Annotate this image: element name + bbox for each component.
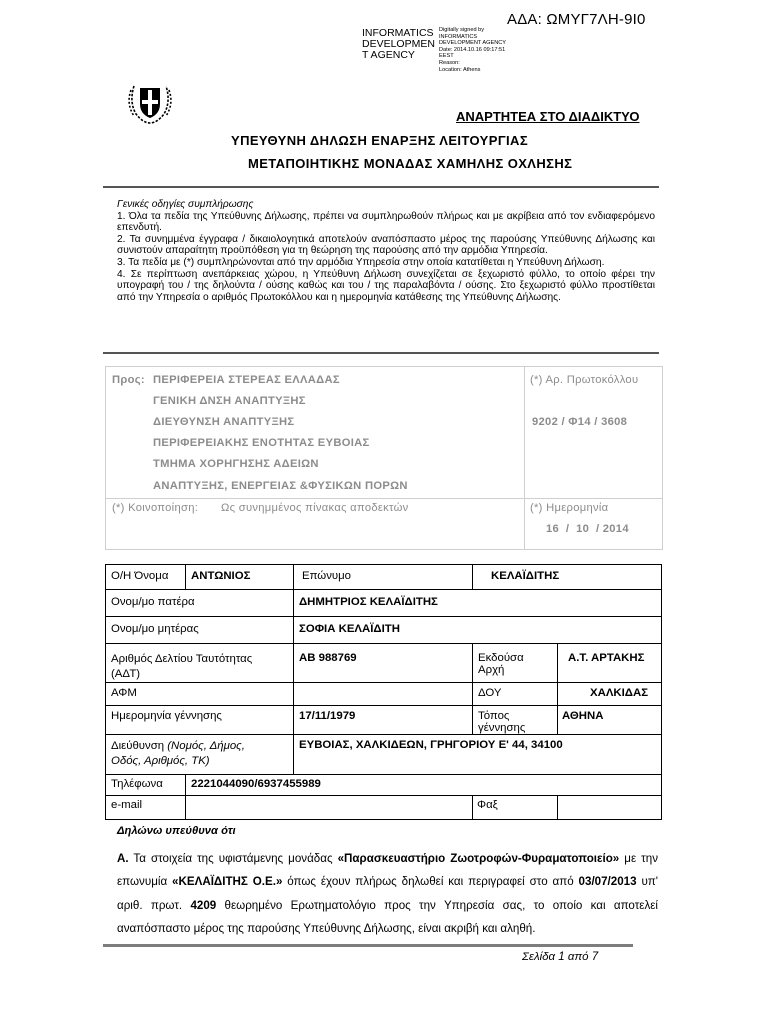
- address-label-main: Διεύθυνση: [111, 740, 168, 752]
- address-label-line: [111, 739, 288, 754]
- publish-note: ΑΝΑΡΤΗΤΕΑ ΣΤΟ ΔΙΑΔΙΚΤΥΟ: [456, 109, 640, 124]
- issuing-authority-label: Εκδούσα Αρχή: [473, 644, 558, 683]
- cc-value: Ως συνημμένος πίνακας αποδεκτών: [221, 502, 409, 514]
- address-label-hint: (Νομός, Δήμος,: [167, 740, 245, 752]
- mother-name-value: ΣΟΦΙΑ ΚΕΛΑΪΔΙΤΗ: [294, 617, 662, 644]
- company-name: «ΚΕΛΑΪΔΙΤΗΣ Ο.Ε.»: [172, 875, 283, 889]
- company-description: «Παρασκευαστήριο Ζωοτροφών-Φυραματοποιείο»: [337, 852, 620, 865]
- address-value: ΕΥΒΟΙΑΣ, ΧΑΛΚΙΔΕΩΝ, ΓΡΗΓΟΡΙΟΥ Ε' 44, 34100: [294, 735, 662, 775]
- date-label: (*) Ημερομηνία: [530, 502, 609, 514]
- recipient-box-divider: [524, 367, 525, 549]
- instruction-item: 3. Τα πεδία με (*) συμπληρώνονται από την αρμόδια Υπηρεσία στην οποία κατατίθεται η Υπεύθυνη Δήλωση.: [117, 256, 605, 268]
- cc-label: (*) Κοινοποίηση:: [112, 502, 199, 514]
- id-number-label-line: Αριθμός Δελτίου Ταυτότητας: [111, 653, 253, 665]
- protocol-number: 4209: [190, 898, 217, 912]
- instructions: [117, 199, 655, 303]
- email-value: [186, 796, 473, 820]
- signature-org: INFORMATICS DEVELOPMEN T AGENCY: [362, 27, 435, 61]
- id-number-label-line: (ΑΔΤ): [111, 668, 141, 680]
- page-number: Σελίδα 1 από 7: [522, 951, 599, 963]
- ada-code: ΑΔΑ: ΩΜΥΓ7ΛΗ-9Ι0: [507, 11, 646, 28]
- declaration-heading: Δηλώνω υπεύθυνα ότι: [117, 825, 236, 837]
- recipient-line: ΤΜΗΜΑ ΧΟΡΗΓΗΣΗΣ ΑΔΕΙΩΝ: [153, 458, 319, 470]
- signature-line: Digitally signed by: [439, 27, 485, 33]
- instruction-item: 4. Σε περίπτωση ανεπάρκειας χώρου, η Υπεύθυνη Δήλωση συνεχίζεται σε ξεχωριστό φύλλο, το οποίο φέρει την υπογραφή του / της δηλούντα / ούσης καθώς και του / της παραλαβόντα / ούσης. Στο ξεχωριστό φύλλο προστίθεται από την Υπηρεσία ο αριθμός Πρωτοκόλλου και η ημερομηνία κατάθεσης της Υπεύθυνης Δήλωσης.: [117, 268, 655, 303]
- issuing-authority-value: Α.Τ. ΑΡΤΑΚΗΣ: [558, 644, 662, 683]
- signature-line: EEST: [439, 53, 454, 60]
- signature-line: INFORMATICS: [439, 33, 478, 40]
- birthdate-value: 17/11/1979: [294, 706, 473, 735]
- tax-office-value: ΧΑΛΚΙΔΑΣ: [558, 683, 662, 706]
- declaration-paragraph: [117, 847, 658, 941]
- id-number-value: ΑΒ 988769: [294, 644, 473, 683]
- phone-value: 2221044090/6937455989: [186, 775, 662, 796]
- divider: [103, 186, 659, 188]
- greek-emblem-icon: [126, 76, 174, 126]
- phone-label: Τηλέφωνα: [106, 775, 186, 796]
- to-label: Προς:: [112, 374, 145, 386]
- signature-line: Reason:: [439, 59, 460, 66]
- protocol-value: 9202 / Φ14 / 3608: [532, 416, 628, 428]
- protocol-label: (*) Αρ. Πρωτοκόλλου: [530, 374, 639, 386]
- footer-divider: [103, 944, 633, 947]
- instruction-item: 2. Τα συνημμένα έγγραφα / δικαιολογητικά αποτελούν αναπόσπαστο μέρος της παρούσης Υπεύθυνης Δήλωσης και συνιστούν απαραίτητη προϋπόθεση για τη θεώρηση της παρούσης από την αρμόδια Υπηρεσία.: [117, 233, 655, 257]
- document-title-line-1: ΥΠΕΥΘΥΝΗ ΔΗΛΩΣΗ ΕΝΑΡΞΗΣ ΛΕΙΤΟΥΡΓΙΑΣ: [231, 133, 529, 148]
- fax-value: [558, 796, 662, 820]
- father-name-label: Ονομ/μο πατέρα: [106, 590, 294, 617]
- recipient-line: ΔΙΕΥΘΥΝΣΗ ΑΝΑΠΤΥΞΗΣ: [153, 416, 295, 428]
- tax-id-value: [294, 683, 473, 706]
- paragraph-text: όπως έχουν πλήρως δηλωθεί και περιγραφεί στο από: [282, 875, 579, 889]
- paragraph-text: Τα στοιχεία της υφιστάμενης μονάδας: [128, 852, 338, 865]
- document-title-line-2: ΜΕΤΑΠΟΙΗΤΙΚΗΣ ΜΟΝΑΔΑΣ ΧΑΜΗΛΗΣ ΟΧΛΗΣΗΣ: [248, 156, 573, 171]
- mother-name-label: Ονομ/μο μητέρας: [106, 617, 294, 644]
- signature-line: Date: 2014.10.16 09:17:51: [439, 46, 506, 53]
- birthdate-label: Ημερομηνία γέννησης: [106, 706, 294, 735]
- first-name-value: ΑΝΤΩΝΙΟΣ: [186, 565, 294, 590]
- recipient-line: ΓΕΝΙΚΗ ΔΝΣΗ ΑΝΑΠΤΥΞΗΣ: [153, 395, 306, 407]
- instruction-item: 1. Όλα τα πεδία της Υπεύθυνης Δήλωσης, πρέπει να συμπληρωθούν πλήρως και με ακρίβεια από τον ενδιαφερόμενο επενδυτή.: [117, 210, 655, 234]
- surname-value: ΚΕΛΑΪΔΙΤΗΣ: [473, 565, 662, 590]
- birthplace-value: ΑΘΗΝΑ: [558, 706, 662, 735]
- birthplace-label: Τόπος γέννησης: [473, 706, 558, 735]
- id-number-label: [106, 644, 294, 683]
- signature-line: DEVELOPMENT AGENCY: [439, 40, 507, 47]
- questionnaire-date: 03/07/2013: [578, 875, 637, 889]
- tax-id-label: ΑΦΜ: [106, 683, 294, 706]
- paragraph-text: θεωρημένο Ερωτηματολόγιο προς την Υπηρεσία σας, το οποίο και αποτελεί αναπόσπαστο μέρος της παρούσης Υπεύθυνης Δήλωσης, είναι ακριβή και αληθή.: [117, 898, 658, 936]
- paragraph-marker: Α.: [117, 852, 129, 865]
- address-label: [106, 735, 294, 775]
- recipient-line: ΠΕΡΙΦΕΡΕΙΑ ΣΤΕΡΕΑΣ ΕΛΛΑΔΑΣ: [153, 374, 340, 386]
- paragraph-text: υπ' αριθ. πρωτ.: [117, 875, 658, 912]
- recipient-line: ΑΝΑΠΤΥΞΗΣ, ΕΝΕΡΓΕΙΑΣ &ΦΥΣΙΚΩΝ ΠΟΡΩΝ: [153, 480, 408, 492]
- date-value: 16 / 10 / 2014: [546, 523, 629, 535]
- address-label-hint: Οδός, Αριθμός, ΤΚ): [111, 755, 210, 767]
- divider: [103, 352, 659, 354]
- recipient-line: ΠΕΡΙΦΕΡΕΙΑΚΗΣ ΕΝΟΤΗΤΑΣ ΕΥΒΟΙΑΣ: [153, 437, 370, 449]
- signature-details: [439, 27, 529, 73]
- address-label-line: [111, 754, 288, 769]
- signature-line: Location: Athens: [439, 66, 481, 73]
- surname-label: Επώνυμο: [294, 565, 473, 590]
- recipient-box-divider: [106, 498, 662, 499]
- email-label: e-mail: [106, 796, 186, 820]
- paragraph-text: με την επωνυμία: [117, 852, 658, 889]
- fax-label: Φαξ: [473, 796, 558, 820]
- father-name-value: ΔΗΜΗΤΡΙΟΣ ΚΕΛΑΪΔΙΤΗΣ: [294, 590, 662, 617]
- personal-details-table: [105, 564, 662, 820]
- instructions-heading: Γενικές οδηγίες συμπλήρωσης: [117, 199, 254, 210]
- first-name-label: Ο/Η Όνομα: [106, 565, 186, 590]
- tax-office-label: ΔΟΥ: [473, 683, 558, 706]
